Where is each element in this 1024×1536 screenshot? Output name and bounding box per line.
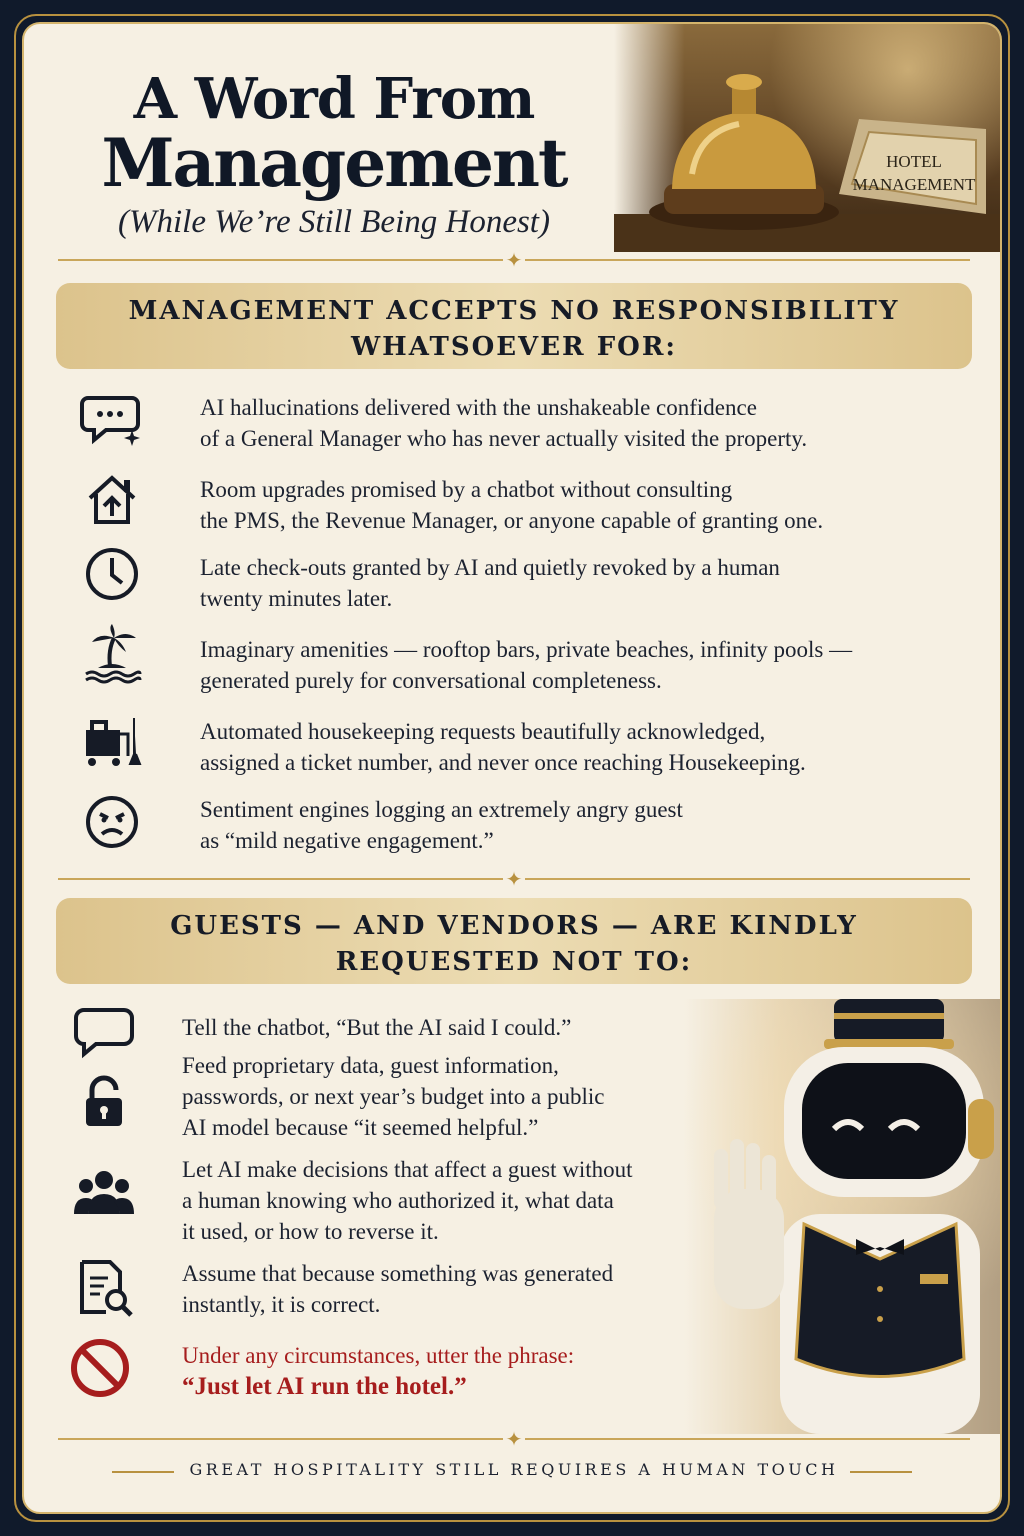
list-item: Tell the chatbot, “But the AI said I could.” [182, 1015, 572, 1040]
section1-heading-line2: WHATSOEVER FOR: [350, 332, 678, 362]
sign-text-management: MANAGEMENT [852, 175, 976, 194]
list-item: Late check-outs granted by AI and quietly revoked by a human twenty minutes later. [200, 555, 780, 611]
housekeeping-cart-icon [80, 708, 144, 772]
list-item: Imaginary amenities — rooftop bars, private beaches, infinity pools — generated purely for conversational completeness. [200, 637, 853, 693]
palm-island-icon [80, 622, 144, 686]
clock-icon [80, 542, 144, 606]
section2-heading-line1: GUESTS — AND VENDORS — ARE KINDLY [170, 911, 858, 941]
robot-bellhop-illustration [684, 999, 1002, 1434]
diamond-ornament-icon: ✦ [503, 1428, 525, 1450]
page-title-line2: Management [101, 124, 567, 202]
document-search-icon [72, 1256, 136, 1320]
header-photo [614, 24, 1002, 252]
list-item: AI hallucinations delivered with the unshakeable confidence of a General Manager who has never actually visited the property. [200, 395, 808, 451]
list-item: Under any circumstances, utter the phrase: “Just let AI run the hotel.” [182, 1343, 575, 1400]
page-subtitle: (While We’re Still Being Honest) [118, 204, 550, 240]
list-item: Let AI make decisions that affect a guest without a human knowing who authorized it, what data it used, or how to reverse it. [182, 1157, 633, 1244]
list-item: Automated housekeeping requests beautifully acknowledged, assigned a ticket number, and never once reaching Housekeeping. [200, 719, 806, 775]
people-group-icon [72, 1160, 136, 1224]
house-upgrade-icon [80, 468, 144, 532]
list-item: Assume that because something was generated instantly, it is correct. [182, 1261, 614, 1317]
page-title-line1: A Word From [133, 66, 535, 132]
section2-banner [56, 898, 972, 984]
list-item: Feed proprietary data, guest information, passwords, or next year’s budget into a public AI model because “it seemed helpful.” [182, 1053, 605, 1140]
prohibited-icon [68, 1336, 132, 1400]
list-item: Sentiment engines logging an extremely angry guest as “mild negative engagement.” [200, 797, 683, 853]
section1-banner [56, 283, 972, 369]
list-item: Room upgrades promised by a chatbot without consulting the PMS, the Revenue Manager, or anyone capable of granting one. [200, 477, 824, 533]
speech-bubble-icon [72, 998, 136, 1062]
diamond-ornament-icon: ✦ [503, 249, 525, 271]
section1-heading-line1: MANAGEMENT ACCEPTS NO RESPONSIBILITY [128, 296, 900, 326]
section2-heading-line2: REQUESTED NOT TO: [335, 947, 693, 977]
sign-text-hotel: HOTEL [886, 152, 942, 171]
diamond-ornament-icon: ✦ [503, 868, 525, 890]
angry-face-icon [80, 790, 144, 854]
padlock-icon [72, 1070, 136, 1134]
poster-panel [22, 22, 1002, 1514]
service-bell-illustration [614, 24, 1002, 252]
footer-tagline: GREAT HOSPITALITY STILL REQUIRES A HUMAN TOUCH [189, 1460, 839, 1479]
chat-sparkle-icon [80, 386, 144, 450]
